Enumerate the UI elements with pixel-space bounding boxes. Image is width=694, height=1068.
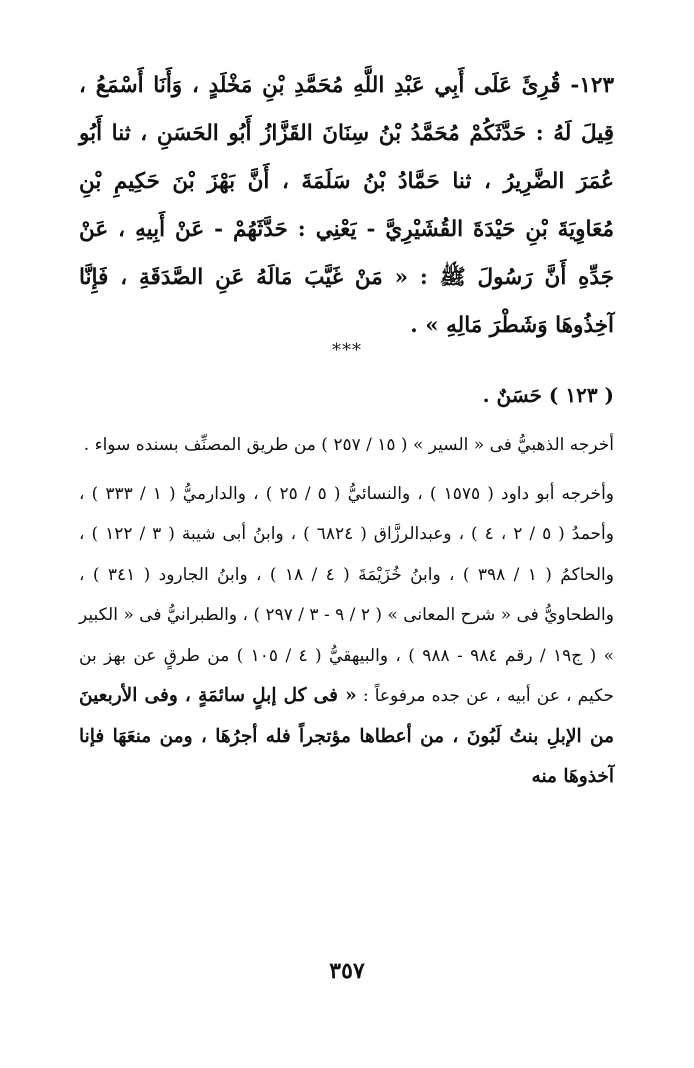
takhrij-section bbox=[79, 425, 614, 798]
hadith-quote: « فى كل إبلٍ سائمَةٍ ، وفى الأربعينَ من الإبلِ بنتُ لَبُونَ ، من أعطاها مؤتجراً فله أجرُهَا ، ومن منعَهَا فإنا آخذوهَا منه bbox=[79, 685, 614, 787]
hadith-grade: ( ١٢٣ ) حَسَنٌ . bbox=[482, 383, 614, 407]
takhrij-sources: وأخرجه أبو داود ( ١٥٧٥ ) ، والنسائيُّ ( ٥ / ٢٥ ) ، والدارميُّ ( ١ / ٣٣٣ ) ، وأحمدُ ( ٥ / ٢ ، ٤ ) ، وعبدالرزَّاق ( ٦٨٢٤ ) ، وابنُ أبى شيبة ( ٣ / ١٢٢ ) ، والحاكمُ ( ١ / ٣٩٨ ) ، وابنُ خُزَيْمَةَ ( ٤ / ١٨ ) ، وابنُ الجارود ( ٣٤١ ) ، والطحاويُّ فى « شرح المعانى » ( ٢ / ٩ - ٣ / ٢٩٧ ) ، والطبرانيُّ فى « الكبير » ( ج١٩ / رقم ٩٨٤ - ٩٨٨ ) ، والبيهقيُّ ( ٤ / ١٠٥ ) من طرقٍ عن بهز بن حكيم ، عن أبيه ، عن جده مرفوعاً : bbox=[79, 483, 615, 706]
hadith-body: قُرِئَ عَلَى أَبِي عَبْدِ اللَّهِ مُحَمَّدِ بْنِ مَخْلَدٍ ، وَأَنَا أَسْمَعُ ، قِيلَ لَهُ : حَدَّثَكُمْ مُحَمَّدُ بْنُ سِنَانَ القَزَّازُ أَبُو الحَسَنِ ، ثنا أَبُو عُمَرَ الضَّرِيرُ ، ثنا حَمَّادُ بْنُ سَلَمَةَ ، أَنَّ بَهْزَ بْنَ حَكِيمِ بْنِ مُعَاوِيَةَ بْنِ حَيْدَةَ القُشَيْرِيَّ - يَعْنِي : حَدَّثَهُمْ - عَنْ أَبِيهِ ، عَنْ جَدِّهِ أَنَّ رَسُولَ ﷺ : « مَنْ غَيَّبَ مَالَهُ عَنِ الصَّدَقَةِ ، فَإِنَّا آخِذُوهَا وَشَطْرَ مَالِهِ » . bbox=[79, 73, 614, 338]
takhrij-paragraph-1: أخرجه الذهبيُّ فى « السير » ( ١٥ / ٢٥٧ ) من طريق المصنِّف بسنده سواء . bbox=[83, 435, 614, 455]
hadith-number: ١٢٣- bbox=[570, 73, 614, 98]
takhrij-paragraph-2 bbox=[79, 474, 614, 798]
hadith-text bbox=[79, 62, 614, 350]
page-number: ٣٥٧ bbox=[329, 958, 365, 984]
section-separator: *** bbox=[332, 340, 362, 361]
